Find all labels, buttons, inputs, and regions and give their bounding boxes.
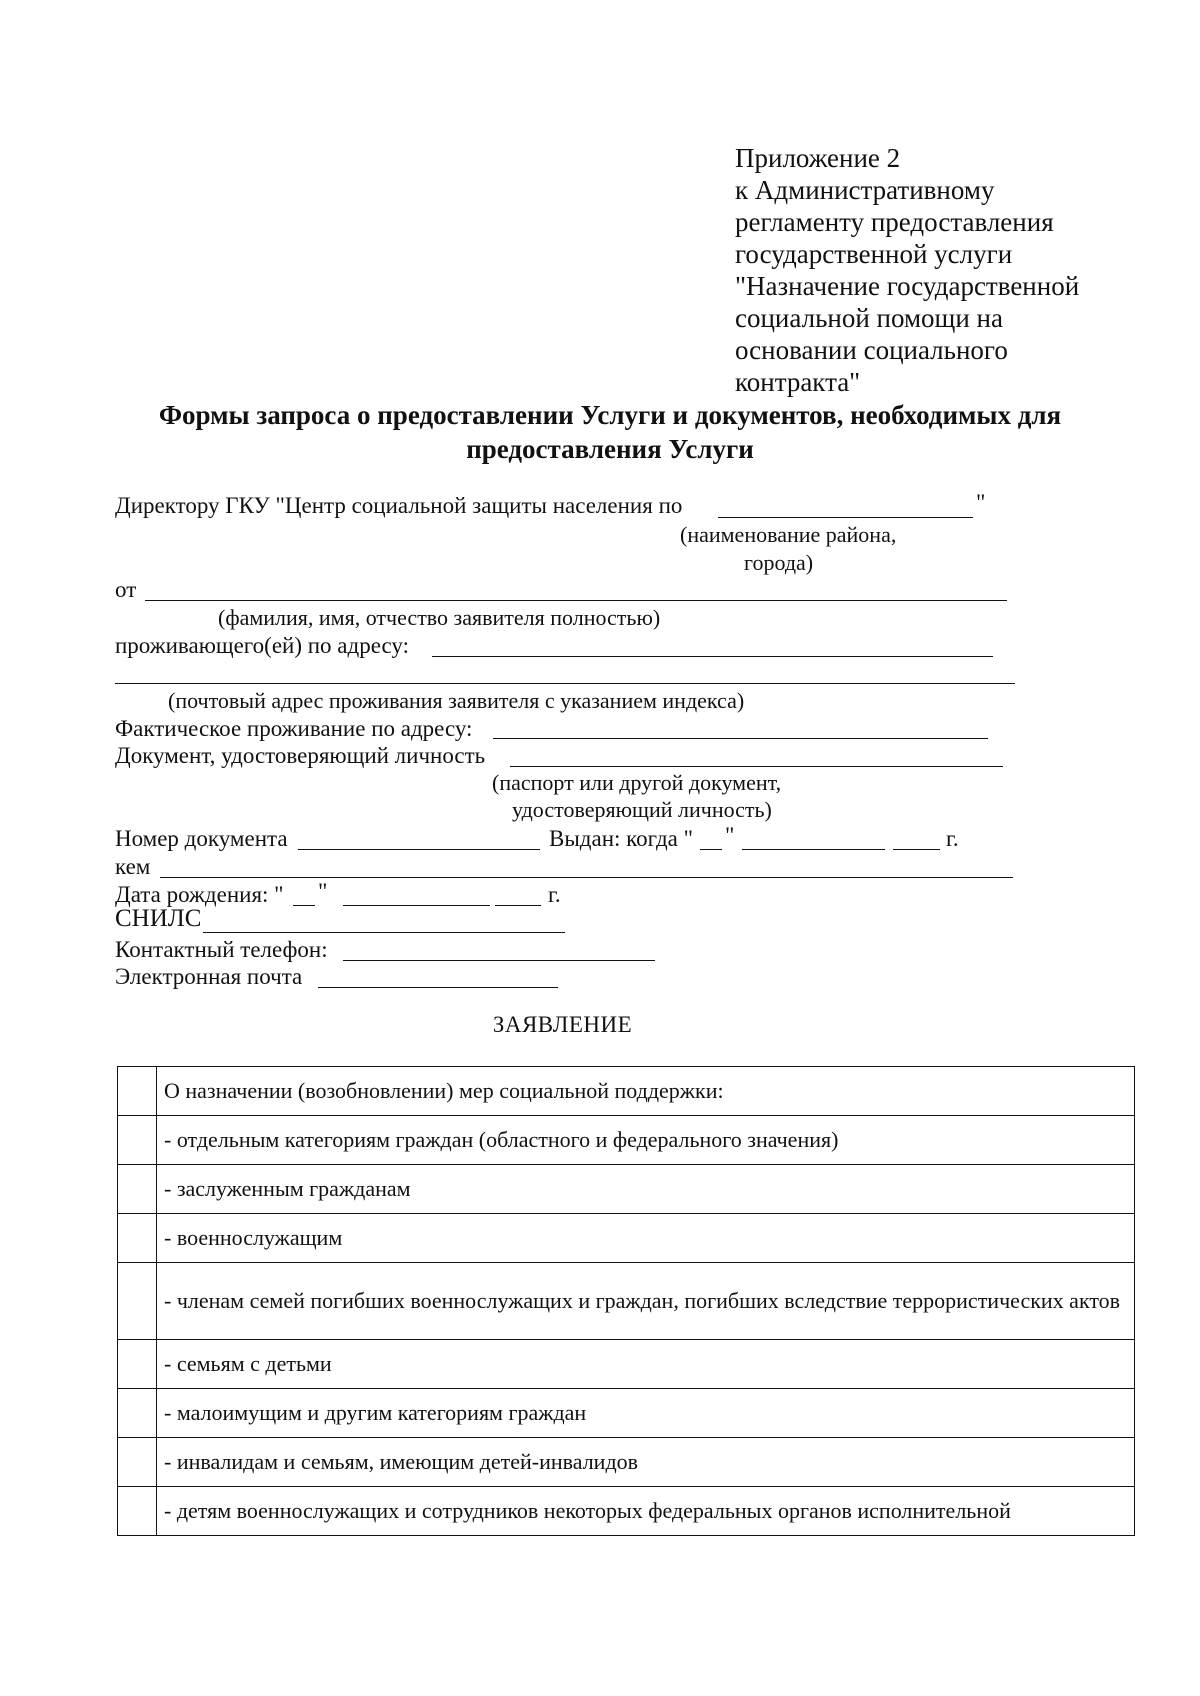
birth-date-label: Дата рождения: "	[115, 882, 284, 907]
measures-table	[117, 1066, 1135, 1536]
issued-month-field[interactable]	[742, 849, 885, 850]
row-label: - заслуженным гражданам	[157, 1165, 1135, 1214]
table-row	[118, 1263, 1135, 1340]
table-row	[118, 1067, 1135, 1116]
issued-day-field[interactable]	[700, 849, 722, 850]
table-row	[118, 1438, 1135, 1487]
email-label: Электронная почта	[115, 964, 303, 989]
annex-line: социальной помощи на	[735, 303, 1003, 333]
address-field[interactable]	[432, 656, 993, 657]
annex-line: "Назначение государственной	[735, 271, 1080, 301]
issued-label: Выдан: когда "	[549, 826, 693, 851]
row-label: - детям военнослужащих и сотрудников некоторых федеральных органов исполнительной	[157, 1487, 1135, 1536]
table-row	[118, 1214, 1135, 1263]
birth-day-field[interactable]	[293, 905, 315, 906]
email-field[interactable]	[318, 987, 558, 988]
table-row	[118, 1487, 1135, 1536]
snils-label: СНИЛС	[115, 905, 202, 932]
id-document-hint-2: удостоверяющий личность)	[512, 797, 772, 822]
birth-month-field[interactable]	[343, 905, 490, 906]
id-document-field[interactable]	[510, 766, 1003, 767]
row-label: - инвалидам и семьям, имеющим детей-инвалидов	[157, 1438, 1135, 1487]
birth-year-suffix: г.	[548, 882, 561, 907]
annex-line: контракта"	[735, 367, 861, 397]
district-hint-2: города)	[744, 550, 814, 575]
snils-field[interactable]	[203, 932, 565, 933]
row-label: - военнослужащим	[157, 1214, 1135, 1263]
annex-line: регламенту предоставления	[735, 207, 1054, 237]
row-label: - семьям с детьми	[157, 1340, 1135, 1389]
row-checkbox[interactable]	[118, 1067, 157, 1116]
district-hint: (наименование района,	[680, 522, 897, 547]
issued-year-suffix: г.	[946, 826, 959, 851]
row-checkbox[interactable]	[118, 1214, 157, 1263]
title-line-2: предоставления Услуги	[466, 434, 754, 464]
phone-field[interactable]	[343, 960, 655, 961]
district-field[interactable]	[718, 517, 973, 518]
page-title	[110, 398, 1110, 466]
id-document-label: Документ, удостоверяющий личность	[115, 743, 486, 768]
actual-address-field[interactable]	[493, 738, 988, 739]
birth-quote: "	[318, 879, 328, 904]
row-checkbox[interactable]	[118, 1263, 157, 1340]
director-quote: "	[976, 490, 986, 515]
row-checkbox[interactable]	[118, 1389, 157, 1438]
statement-heading: ЗАЯВЛЕНИЕ	[492, 1012, 633, 1037]
annex-line: основании социального	[735, 335, 1008, 365]
fio-field[interactable]	[145, 600, 1007, 601]
director-label: Директору ГКУ "Центр социальной защиты населения по	[115, 493, 683, 518]
issued-year-field[interactable]	[893, 849, 940, 850]
row-label: - отдельным категориям граждан (областного и федерального значения)	[157, 1116, 1135, 1165]
row-checkbox[interactable]	[118, 1340, 157, 1389]
from-label: от	[115, 577, 137, 602]
doc-number-label: Номер документа	[115, 826, 288, 851]
issued-quote: "	[725, 823, 735, 848]
address-field-2[interactable]	[115, 683, 1015, 684]
row-label: - членам семей погибших военнослужащих и граждан, погибших вследствие террористических актов	[157, 1263, 1135, 1340]
fio-hint: (фамилия, имя, отчество заявителя полностью)	[218, 605, 661, 630]
annex-block	[735, 142, 1155, 398]
table-row	[118, 1165, 1135, 1214]
birth-year-field[interactable]	[495, 905, 541, 906]
title-line-1: Формы запроса о предоставлении Услуги и документов, необходимых для	[158, 400, 1062, 430]
row-checkbox[interactable]	[118, 1116, 157, 1165]
id-document-hint: (паспорт или другой документ,	[492, 770, 782, 795]
address-label: проживающего(ей) по адресу:	[115, 633, 409, 658]
table-row	[118, 1116, 1135, 1165]
issued-by-label: кем	[115, 854, 151, 879]
annex-line: Приложение 2	[735, 143, 901, 173]
table-row	[118, 1340, 1135, 1389]
table-row	[118, 1389, 1135, 1438]
row-label: О назначении (возобновлении) мер социальной поддержки:	[157, 1067, 1135, 1116]
row-checkbox[interactable]	[118, 1487, 157, 1536]
issued-by-field[interactable]	[160, 877, 1013, 878]
actual-address-label: Фактическое проживание по адресу:	[115, 716, 473, 741]
row-label: - малоимущим и другим категориям граждан	[157, 1389, 1135, 1438]
annex-line: к Административному	[735, 175, 995, 205]
doc-number-field[interactable]	[298, 849, 540, 850]
row-checkbox[interactable]	[118, 1165, 157, 1214]
postal-hint: (почтовый адрес проживания заявителя с указанием индекса)	[168, 688, 745, 713]
row-checkbox[interactable]	[118, 1438, 157, 1487]
phone-label: Контактный телефон:	[115, 937, 328, 962]
annex-line: государственной услуги	[735, 239, 1013, 269]
